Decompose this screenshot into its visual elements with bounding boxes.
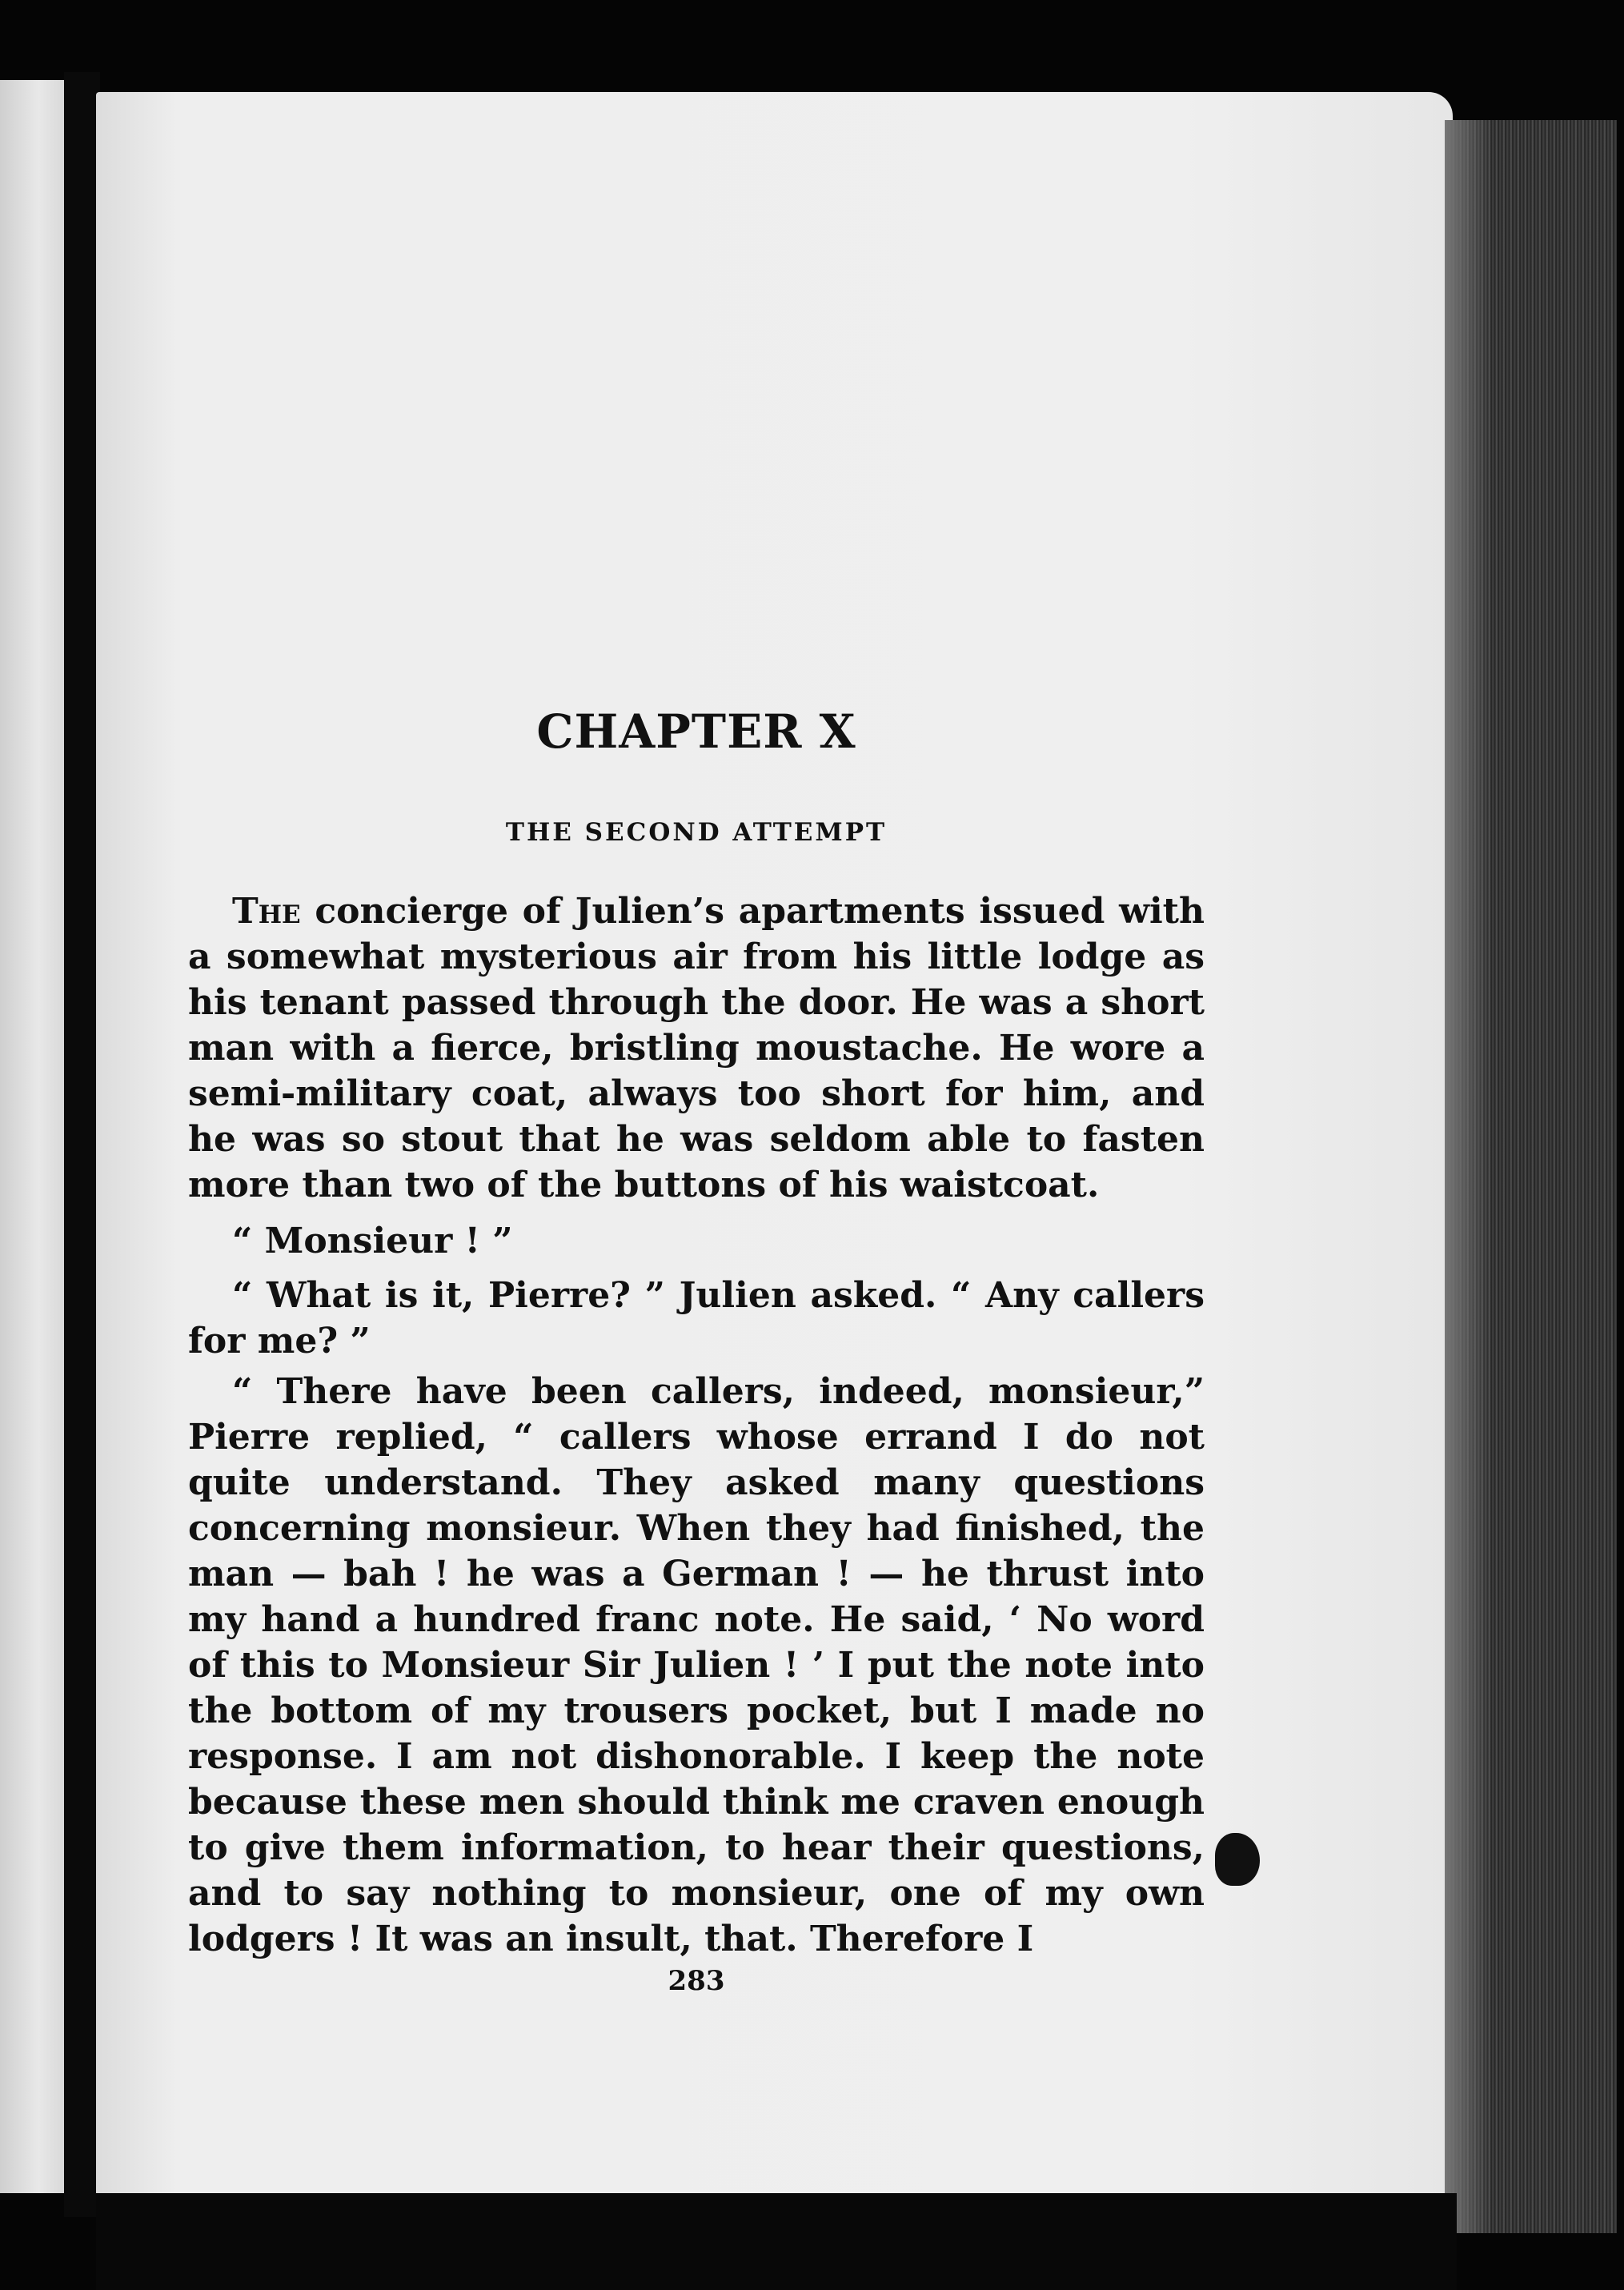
paragraph-2: “ Monsieur ! ” <box>232 1221 513 1261</box>
chapter-title: CHAPTER X <box>536 704 856 759</box>
bottom-shadow <box>96 2193 1457 2290</box>
paragraph-1 <box>188 888 1205 1208</box>
ink-blot <box>1215 1833 1260 1886</box>
paragraph-4: “ There have been callers, indeed, monsieur,” Pierre replied, “ callers whose errand I do not quite understand. They asked many questions concerning monsieur. When they had finished, the man — bah ! he was a German ! — he thrust into my hand a hundred franc note. He said, ‘ No word of this to Monsieur Sir Julien ! ’ I put the note into the bottom of my trousers pocket, but I made no response. I am not dishonorable. I keep the note because these men should think me craven enough to give them information, to hear their questions, and to say nothing to monsieur, one of my own lodgers ! It was an insult, that. Therefore I <box>188 1371 1205 1959</box>
paragraph-1-text: concierge of Julien’s apartments issued with a somewhat mysterious air from his little lodge as his tenant passed through the door. He was a short man with a fierce, bristling moustache. He wore a semi-military coat, always too short for him, and he was so stout that he was seldom able to fasten more than two of the buttons of his waistcoat. <box>188 891 1205 1205</box>
chapter-subtitle: THE SECOND ATTEMPT <box>505 818 888 847</box>
paragraph-3: “ What is it, Pierre? ” Julien asked. “ Any callers for me? ” <box>188 1275 1205 1362</box>
page-edge-shading <box>1445 120 1493 2233</box>
page-number: 283 <box>668 1965 725 1997</box>
book-gutter <box>64 72 100 2217</box>
paragraph-1-lead-word: The <box>232 891 301 932</box>
left-facing-page-edge <box>0 80 64 2193</box>
